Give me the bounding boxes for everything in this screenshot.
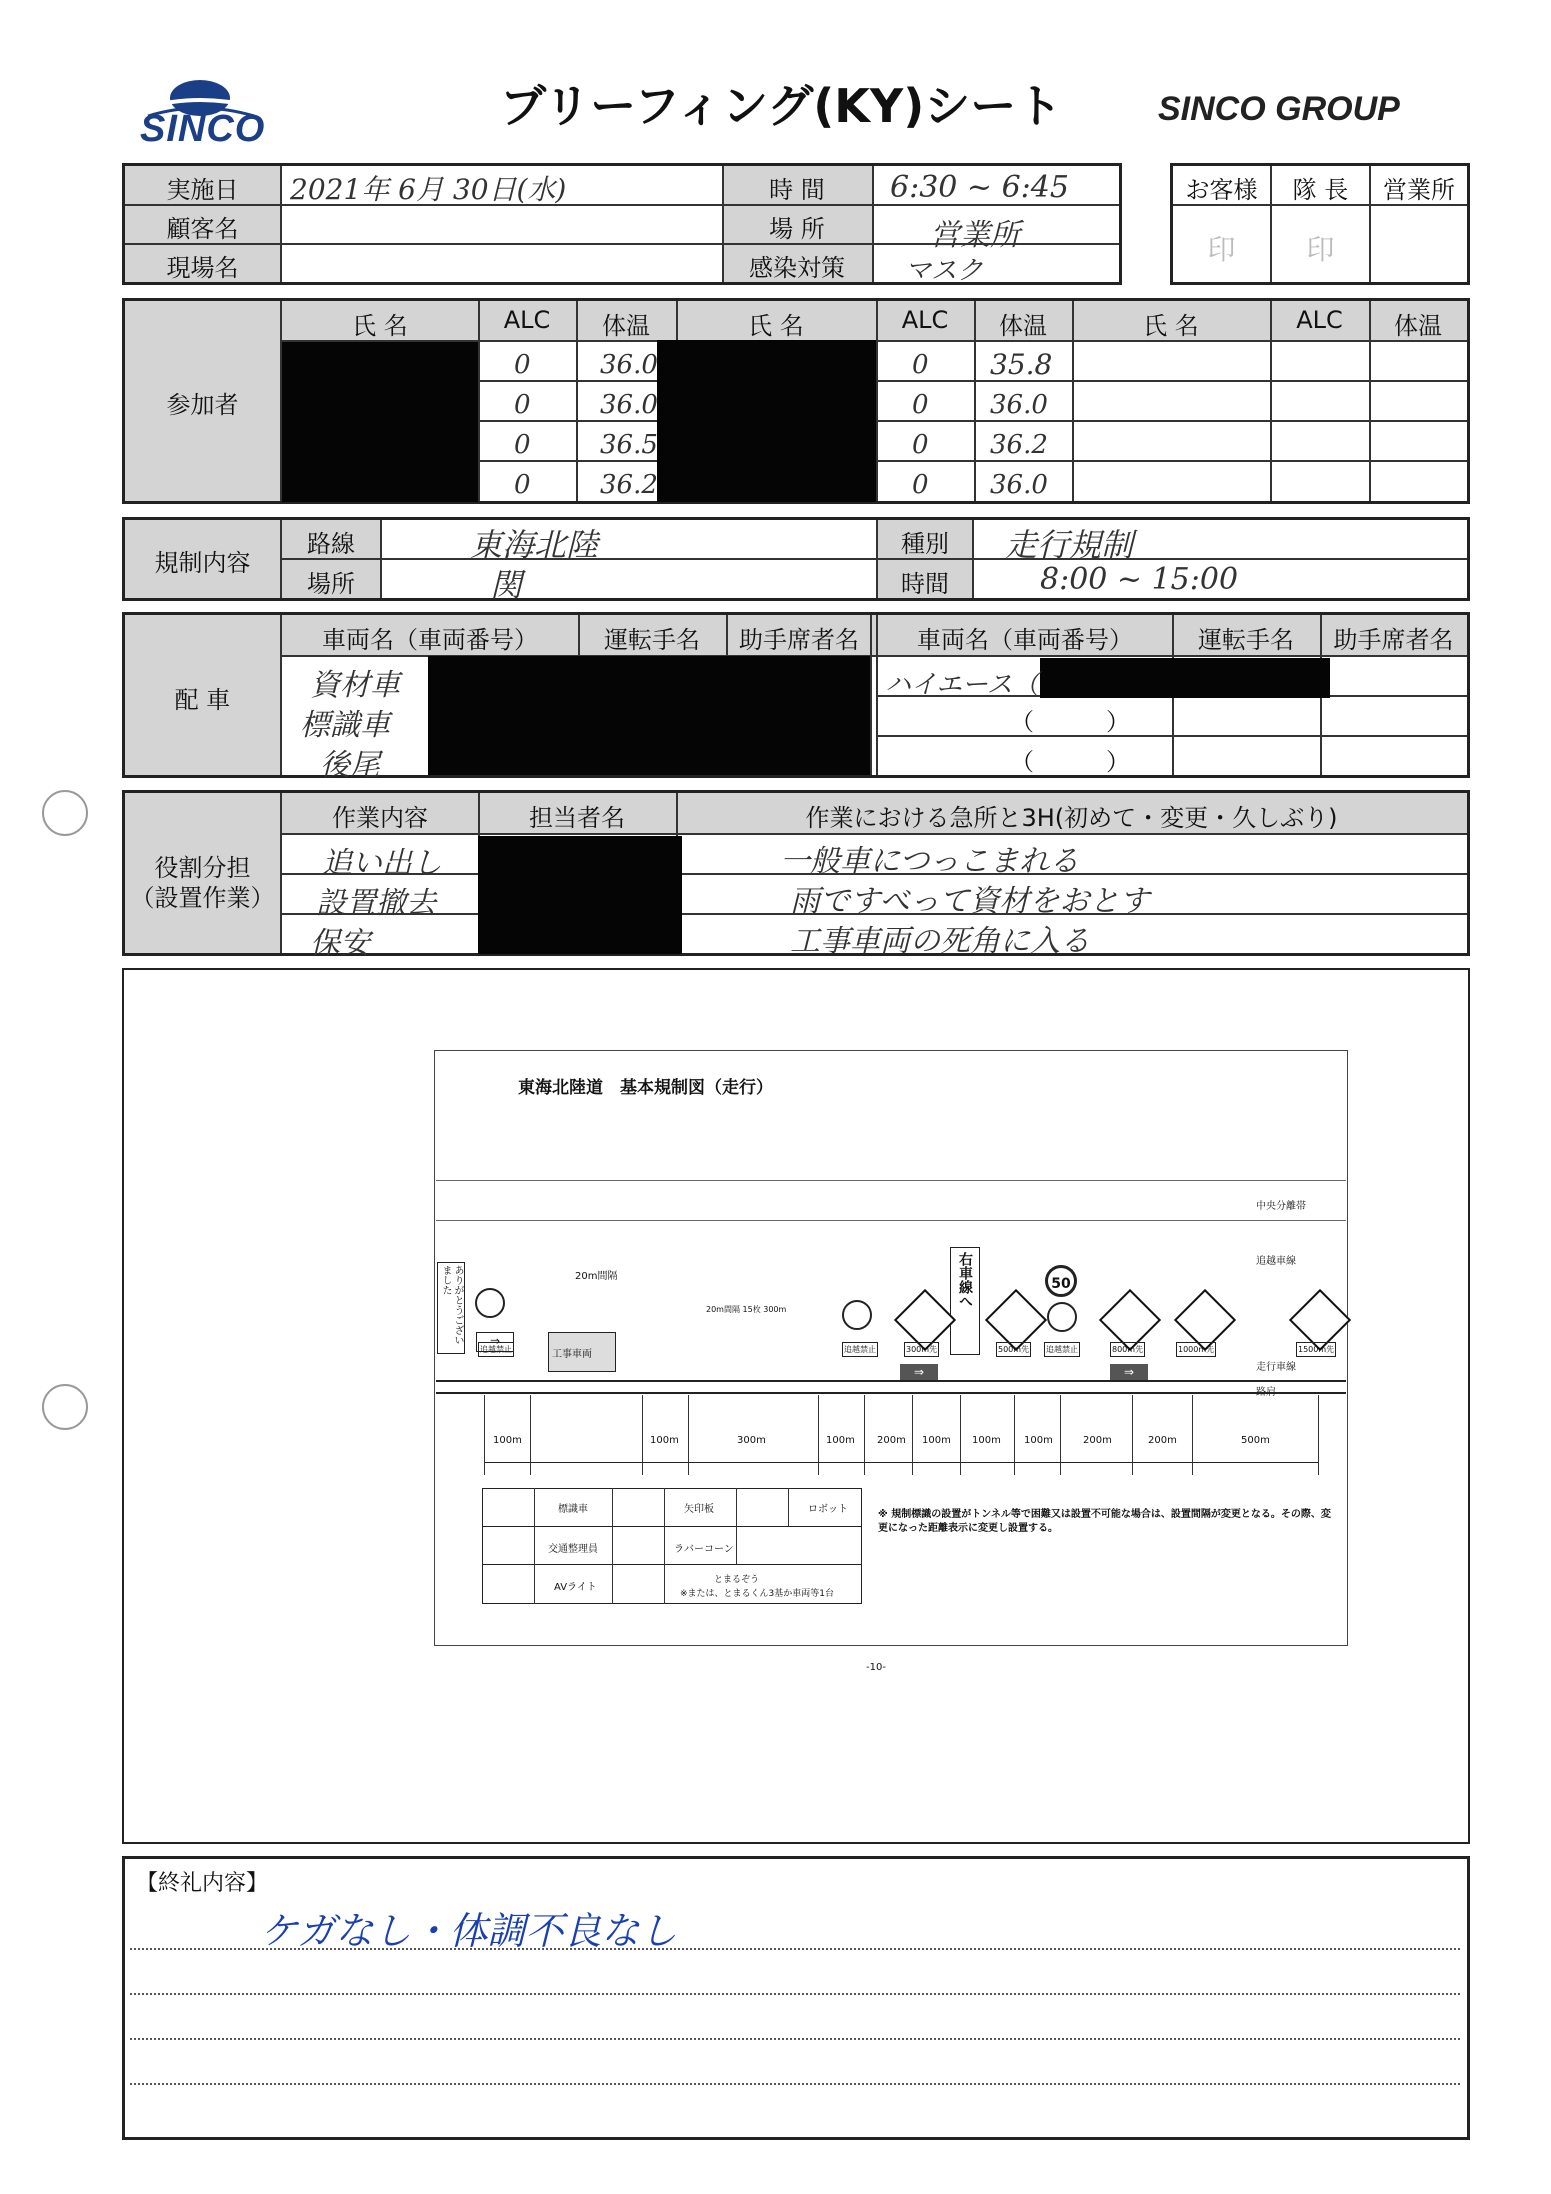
reg-time-value: 8:00 ~ 15:00 xyxy=(1040,562,1239,597)
role-work-1: 追い出し xyxy=(322,846,442,881)
col-driver-1: 運転手名 xyxy=(604,626,700,654)
route-label: 路線 xyxy=(307,530,355,558)
customer-label: 顧客名 xyxy=(166,215,239,243)
closing-label: 【終礼内容】 xyxy=(136,1871,269,1896)
stamp-customer: お客様 xyxy=(1185,176,1258,204)
p2-temp-3: 36.2 xyxy=(990,430,1048,460)
arrow-board-icon-2: ⇒ xyxy=(900,1364,938,1380)
roles-label-1: 役割分担 xyxy=(154,854,251,882)
seal-customer: 印 xyxy=(1207,233,1236,266)
col-alc-3: ALC xyxy=(1296,306,1343,334)
col-name-2: 氏 名 xyxy=(748,312,804,340)
col-alc-1: ALC xyxy=(503,306,551,334)
regulation-label: 規制内容 xyxy=(154,549,251,577)
time-label: 時 間 xyxy=(769,176,825,204)
seal-leader: 印 xyxy=(1306,233,1335,266)
group-logo: SINCO GROUP xyxy=(1158,90,1400,128)
page-title: ブリーフィング(KY)シート xyxy=(500,79,1063,133)
redacted-names-1 xyxy=(282,342,478,502)
closing-box xyxy=(122,1856,1470,2140)
dist-11: 500m xyxy=(1241,1435,1270,1446)
date-value: 2021年 6月 30日(水) xyxy=(290,173,567,206)
arrow-board-icon-3: ⇒ xyxy=(1110,1364,1148,1380)
place-value: 営業所 xyxy=(930,218,1020,253)
spacing-20b-label: 20m間隔 15枚 300m xyxy=(706,1305,787,1314)
p2-alc-2: 0 xyxy=(912,390,929,420)
p1-alc-3: 0 xyxy=(514,430,531,460)
binder-hole xyxy=(42,790,88,836)
col-assistant-1: 助手席者名 xyxy=(739,626,859,654)
legend-traffic-guard: 交通整理員 xyxy=(548,1544,598,1555)
dist-500-plate: 500m先 xyxy=(996,1342,1031,1357)
p2-temp-2: 36.0 xyxy=(990,390,1048,420)
p1-alc-2: 0 xyxy=(514,390,531,420)
work-vehicle-label: 工事車両 xyxy=(552,1349,592,1360)
stamp-office: 営業所 xyxy=(1383,176,1455,204)
closing-line-3 xyxy=(130,2038,1460,2040)
role-risk-2: 雨ですべって資材をおとす xyxy=(790,884,1150,919)
p2-alc-4: 0 xyxy=(912,470,929,500)
type-label: 種別 xyxy=(901,530,949,558)
dist-6: 100m xyxy=(922,1435,951,1446)
no-overtake-sign-1 xyxy=(475,1288,505,1318)
role-risk-1: 一般車につっこまれる xyxy=(780,844,1080,879)
place-label: 場 所 xyxy=(769,215,825,243)
right-lane-sign: 右車線へ xyxy=(950,1247,980,1355)
dist-4: 100m xyxy=(826,1435,855,1446)
col-alc-2: ALC xyxy=(901,306,949,334)
no-overtake-sign-3 xyxy=(1047,1302,1077,1332)
logo-text: SINCO xyxy=(140,108,266,150)
legend-rubber-cone: ラバーコーン xyxy=(674,1544,734,1555)
binder-hole xyxy=(42,1384,88,1430)
col-assistant-2: 助手席者名 xyxy=(1333,626,1454,654)
col-temp-2: 体温 xyxy=(999,312,1047,340)
median-label: 中央分離帯 xyxy=(1256,1201,1306,1212)
col-risk: 作業における急所と3H(初めて・変更・久しぶり) xyxy=(805,804,1338,832)
dist-2: 100m xyxy=(650,1435,679,1446)
col-vehicle-1: 車両名（車両番号） xyxy=(322,626,538,654)
shoulder-label xyxy=(1256,1383,1276,1398)
date-label: 実施日 xyxy=(166,176,239,204)
overtake-lane-label: 追越車線 xyxy=(1256,1256,1296,1267)
roles-label-2: （設置作業） xyxy=(130,884,275,912)
reg-place-value: 関 xyxy=(490,566,523,604)
col-name-3: 氏 名 xyxy=(1143,312,1199,340)
vehicle-left-3: 後尾 xyxy=(320,748,380,783)
stamp-leader: 隊 長 xyxy=(1292,176,1349,204)
route-value: 東海北陸 xyxy=(470,526,599,564)
redacted-hiace xyxy=(1040,658,1330,698)
participants-label: 参加者 xyxy=(166,391,239,419)
redacted-persons xyxy=(478,836,682,954)
legend-sign-vehicle: 標識車 xyxy=(558,1504,588,1515)
vehicle-left-1: 資材車 xyxy=(310,668,400,703)
vehicle-right-1: ハイエース（ xyxy=(885,670,1039,700)
dist-800-plate: 800m先 xyxy=(1110,1342,1145,1357)
role-risk-3: 工事車両の死角に入る xyxy=(790,924,1090,959)
col-temp-1: 体温 xyxy=(602,312,650,340)
no-overtake-plate-3: 追越禁止 xyxy=(1044,1342,1080,1357)
redacted-names-2 xyxy=(657,340,876,502)
legend-robot: ロボット xyxy=(808,1504,848,1515)
no-overtake-plate-2: 追越禁止 xyxy=(842,1342,878,1357)
col-work: 作業内容 xyxy=(332,804,428,832)
arrow-board-icon: ⇒ xyxy=(476,1332,514,1352)
col-person: 担当者名 xyxy=(529,804,625,832)
dist-1000-plate: 1000m先 xyxy=(1176,1342,1216,1357)
dist-8: 100m xyxy=(1024,1435,1053,1446)
sinco-logo xyxy=(134,78,266,148)
role-work-3: 保安 xyxy=(310,926,370,961)
vehicle-left-2: 標識車 xyxy=(300,708,390,743)
time-value: 6:30 ~ 6:45 xyxy=(890,170,1069,205)
vehicle-right-2: （ ） xyxy=(1010,708,1130,736)
p1-temp-1: 36.0 xyxy=(600,350,658,380)
legend-tomaru: とまるぞう xyxy=(714,1575,760,1585)
col-vehicle-2: 車両名（車両番号） xyxy=(917,626,1133,654)
legend-arrow-board: 矢印板 xyxy=(684,1504,714,1515)
travel-lane-label: 走行車線 xyxy=(1256,1362,1296,1373)
p1-alc-1: 0 xyxy=(514,350,531,380)
reg-place-label: 場所 xyxy=(307,570,355,598)
p1-temp-2: 36.0 xyxy=(600,390,658,420)
vehicle-label: 配 車 xyxy=(174,686,231,714)
dist-1: 100m xyxy=(493,1435,522,1446)
p2-alc-1: 0 xyxy=(912,350,929,380)
diagram-title: 東海北陸道 基本規制図（走行） xyxy=(518,1078,773,1098)
closing-line-2 xyxy=(130,1993,1460,1995)
vehicle-right-3: （ ） xyxy=(1010,748,1130,776)
type-value: 走行規制 xyxy=(1005,526,1134,564)
p1-alc-4: 0 xyxy=(514,470,531,500)
dist-300-plate: 300m先 xyxy=(904,1342,939,1357)
legend-av-light: AVライト xyxy=(554,1582,597,1593)
closing-line-1 xyxy=(130,1948,1460,1950)
p1-temp-4: 36.2 xyxy=(600,470,658,500)
diagram-note: ※ 規制標識の設置がトンネル等で困難又は設置不可能な場合は、設置間隔が変更となる。その際、変更になった距離表示に変更し設置する。 xyxy=(878,1509,1331,1534)
col-temp-3: 体温 xyxy=(1394,312,1442,340)
spacing-20-label: 20m間隔 xyxy=(575,1271,618,1282)
p1-temp-3: 36.5 xyxy=(600,430,658,460)
infection-label: 感染対策 xyxy=(749,254,845,282)
redacted-vehicles xyxy=(428,656,870,775)
dist-7: 100m xyxy=(972,1435,1001,1446)
dist-9: 200m xyxy=(1083,1435,1112,1446)
diagram-page-number: -10- xyxy=(866,1662,886,1673)
site-label: 現場名 xyxy=(166,254,239,282)
infection-value: マスク xyxy=(905,256,984,286)
p2-alc-3: 0 xyxy=(912,430,929,460)
col-name-1: 氏 名 xyxy=(352,312,408,340)
dist-5: 200m xyxy=(877,1435,906,1446)
closing-line-4 xyxy=(130,2083,1460,2085)
speed-limit-sign: 50 xyxy=(1045,1265,1077,1297)
col-driver-2: 運転手名 xyxy=(1198,626,1294,654)
closing-text: ケガなし・体調不良なし xyxy=(260,1909,678,1953)
no-overtake-plate-1: 追越禁止 xyxy=(478,1342,514,1357)
no-overtake-sign-2 xyxy=(842,1300,872,1330)
reg-time-label: 時間 xyxy=(901,570,949,598)
thanks-sign: ありがとうございました xyxy=(437,1262,465,1354)
legend-tomaru-note: ※または、とまるくん3基か車両等1台 xyxy=(680,1589,834,1599)
role-work-2: 設置撤去 xyxy=(316,886,436,921)
dist-1500-plate: 1500m先 xyxy=(1296,1342,1336,1357)
dist-3: 300m xyxy=(737,1435,766,1446)
p2-temp-4: 36.0 xyxy=(990,470,1048,500)
p2-temp-1: 35.8 xyxy=(990,348,1053,381)
dist-10: 200m xyxy=(1148,1435,1177,1446)
